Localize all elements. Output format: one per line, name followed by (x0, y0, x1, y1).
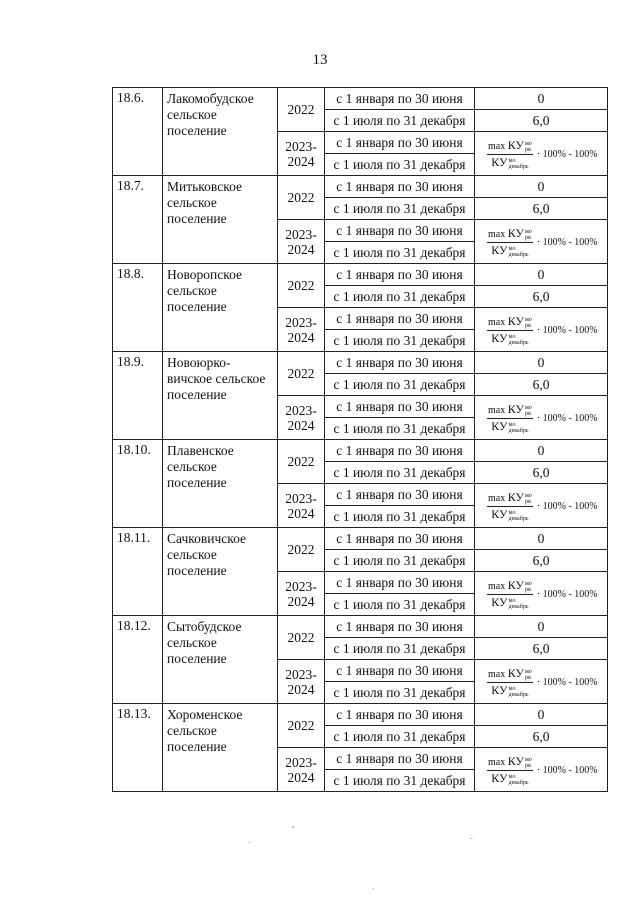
formula-cell (475, 220, 608, 264)
formula-tail: · 100% - 100% (536, 501, 598, 512)
period-cell: с 1 июля по 31 декабря (325, 154, 475, 176)
year-cell: 2022 (278, 616, 325, 660)
formula-sub: pя (524, 322, 531, 329)
formula-denominator (490, 155, 529, 170)
period-cell: с 1 июля по 31 декабря (325, 594, 475, 616)
period-cell: с 1 января по 30 июня (325, 704, 475, 726)
formula-ku: КУ (491, 419, 508, 433)
formula-indices (509, 598, 529, 610)
table-row (113, 616, 608, 638)
table-row (113, 176, 608, 198)
year-cell: 2023-2024 (278, 220, 325, 264)
formula-indices (509, 422, 529, 434)
formula-max: max (488, 229, 506, 240)
formula-ku: КУ (507, 666, 524, 680)
settlement-name: Сачковичское сельское поселение (163, 528, 278, 616)
year-cell: 2023-2024 (278, 132, 325, 176)
formula-sup: мо (524, 404, 532, 411)
formula-sup: мо (508, 685, 516, 692)
formula-indices (509, 334, 529, 346)
formula-sup: мо (524, 140, 532, 147)
value-cell: 0 (475, 528, 608, 550)
formula-sup: мо (524, 492, 532, 499)
formula-denominator (490, 683, 529, 698)
settlement-name: Митьковское сельское поселение (163, 176, 278, 264)
formula-cell (475, 484, 608, 528)
formula-cell (475, 572, 608, 616)
period-cell: с 1 января по 30 июня (325, 88, 475, 110)
formula-max: max (488, 757, 506, 768)
year-cell: 2023-2024 (278, 748, 325, 792)
formula-sub: декабрь (508, 163, 529, 170)
formula-indices (525, 405, 532, 417)
formula-sub: pя (524, 146, 531, 153)
period-cell: с 1 января по 30 июня (325, 528, 475, 550)
formula-tail: · 100% - 100% (536, 677, 598, 688)
table-row (113, 440, 608, 462)
year-cell: 2023-2024 (278, 572, 325, 616)
formula-sup: мо (508, 509, 516, 516)
formula-fraction (487, 227, 533, 258)
year-cell: 2023-2024 (278, 484, 325, 528)
year-cell: 2022 (278, 440, 325, 484)
formula-numerator (487, 491, 533, 507)
table-row (113, 704, 608, 726)
table-row (113, 352, 608, 374)
formula-indices (525, 317, 532, 329)
formula-max: max (488, 669, 506, 680)
formula-sup: мо (508, 333, 516, 340)
row-number: 18.10. (113, 440, 163, 528)
formula-sub: pя (524, 586, 531, 593)
period-cell: с 1 января по 30 июня (325, 352, 475, 374)
formula-denominator (490, 595, 529, 610)
formula-sub: декабрь (508, 603, 529, 610)
value-cell: 0 (475, 616, 608, 638)
formula-numerator (487, 755, 533, 771)
scan-speck (292, 826, 294, 828)
formula-indices (525, 141, 532, 153)
formula-cell (475, 396, 608, 440)
row-number: 18.9. (113, 352, 163, 440)
formula-denominator (490, 771, 529, 786)
formula-numerator (487, 315, 533, 331)
formula-ku: КУ (507, 314, 524, 328)
formula (487, 139, 598, 170)
formula-sub: pя (524, 762, 531, 769)
period-cell: с 1 января по 30 июня (325, 660, 475, 682)
formula-sub: декабрь (508, 339, 529, 346)
value-cell: 6,0 (475, 462, 608, 484)
formula-sup: мо (524, 316, 532, 323)
value-cell: 0 (475, 440, 608, 462)
formula-max: max (488, 141, 506, 152)
value-cell: 6,0 (475, 198, 608, 220)
period-cell: с 1 июля по 31 декабря (325, 462, 475, 484)
formula-sub: декабрь (508, 427, 529, 434)
year-cell: 2022 (278, 176, 325, 220)
formula-tail: · 100% - 100% (536, 589, 598, 600)
formula-sub: декабрь (508, 251, 529, 258)
formula-tail: · 100% - 100% (536, 149, 598, 160)
period-cell: с 1 июля по 31 декабря (325, 418, 475, 440)
value-cell: 6,0 (475, 550, 608, 572)
formula (487, 403, 598, 434)
formula-denominator (490, 507, 529, 522)
formula-denominator (490, 243, 529, 258)
formula-numerator (487, 579, 533, 595)
formula-max: max (488, 405, 506, 416)
formula-max: max (488, 317, 506, 328)
period-cell: с 1 июля по 31 декабря (325, 374, 475, 396)
formula-cell (475, 132, 608, 176)
formula-numerator (487, 227, 533, 243)
row-number: 18.7. (113, 176, 163, 264)
value-cell: 6,0 (475, 374, 608, 396)
formula-sub: pя (524, 234, 531, 241)
row-number: 18.12. (113, 616, 163, 704)
formula-ku: КУ (491, 155, 508, 169)
settlement-name: Новоюрко-вичское сельское поселение (163, 352, 278, 440)
tariff-table (112, 87, 608, 792)
formula-numerator (487, 403, 533, 419)
table-row (113, 264, 608, 286)
period-cell: с 1 июля по 31 декабря (325, 682, 475, 704)
value-cell: 0 (475, 88, 608, 110)
value-cell: 6,0 (475, 286, 608, 308)
formula-tail: · 100% - 100% (536, 765, 598, 776)
year-cell: 2022 (278, 704, 325, 748)
row-number: 18.8. (113, 264, 163, 352)
formula-cell (475, 660, 608, 704)
formula-sub: декабрь (508, 779, 529, 786)
formula-ku: КУ (507, 226, 524, 240)
period-cell: с 1 января по 30 июня (325, 264, 475, 286)
formula-denominator (490, 331, 529, 346)
formula-cell (475, 748, 608, 792)
row-number: 18.6. (113, 88, 163, 176)
formula-ku: КУ (507, 138, 524, 152)
formula-numerator (487, 139, 533, 155)
table-row (113, 88, 608, 110)
formula-sup: мо (508, 157, 516, 164)
scan-speck (248, 842, 250, 843)
year-cell: 2023-2024 (278, 308, 325, 352)
scan-speck (372, 888, 374, 889)
formula-ku: КУ (491, 683, 508, 697)
value-cell: 0 (475, 176, 608, 198)
period-cell: с 1 января по 30 июня (325, 572, 475, 594)
period-cell: с 1 июля по 31 декабря (325, 726, 475, 748)
formula-fraction (487, 667, 533, 698)
period-cell: с 1 января по 30 июня (325, 308, 475, 330)
formula-fraction (487, 315, 533, 346)
period-cell: с 1 января по 30 июня (325, 132, 475, 154)
formula-sup: мо (524, 228, 532, 235)
period-cell: с 1 июля по 31 декабря (325, 550, 475, 572)
formula-numerator (487, 667, 533, 683)
year-cell: 2022 (278, 352, 325, 396)
settlement-name: Плавенское сельское поселение (163, 440, 278, 528)
formula (487, 667, 598, 698)
year-cell: 2022 (278, 264, 325, 308)
formula-indices (509, 158, 529, 170)
period-cell: с 1 июля по 31 декабря (325, 286, 475, 308)
formula-tail: · 100% - 100% (536, 325, 598, 336)
formula-fraction (487, 139, 533, 170)
formula-indices (509, 510, 529, 522)
formula-sub: pя (524, 410, 531, 417)
formula-indices (509, 686, 529, 698)
period-cell: с 1 июля по 31 декабря (325, 110, 475, 132)
value-cell: 0 (475, 352, 608, 374)
formula-fraction (487, 403, 533, 434)
value-cell: 6,0 (475, 726, 608, 748)
period-cell: с 1 января по 30 июня (325, 748, 475, 770)
formula-indices (509, 246, 529, 258)
period-cell: с 1 июля по 31 декабря (325, 506, 475, 528)
formula (487, 579, 598, 610)
year-cell: 2022 (278, 88, 325, 132)
formula-indices (509, 774, 529, 786)
formula (487, 315, 598, 346)
formula-indices (525, 493, 532, 505)
tariff-table-body (113, 88, 608, 792)
settlement-name: Лакомобудское сельское поселение (163, 88, 278, 176)
formula-sub: декабрь (508, 691, 529, 698)
period-cell: с 1 января по 30 июня (325, 440, 475, 462)
formula-denominator (490, 419, 529, 434)
formula-ku: КУ (491, 331, 508, 345)
formula-fraction (487, 755, 533, 786)
period-cell: с 1 июля по 31 декабря (325, 330, 475, 352)
formula (487, 227, 598, 258)
period-cell: с 1 января по 30 июня (325, 616, 475, 638)
period-cell: с 1 июля по 31 декабря (325, 242, 475, 264)
formula-indices (525, 581, 532, 593)
formula-ku: КУ (507, 754, 524, 768)
formula-sup: мо (508, 773, 516, 780)
row-number: 18.13. (113, 704, 163, 792)
year-cell: 2023-2024 (278, 396, 325, 440)
formula-indices (525, 757, 532, 769)
value-cell: 0 (475, 264, 608, 286)
formula-sup: мо (508, 245, 516, 252)
formula-sup: мо (524, 580, 532, 587)
period-cell: с 1 июля по 31 декабря (325, 770, 475, 792)
formula-cell (475, 308, 608, 352)
formula (487, 491, 598, 522)
value-cell: 0 (475, 704, 608, 726)
formula-fraction (487, 491, 533, 522)
value-cell: 6,0 (475, 110, 608, 132)
table-row (113, 528, 608, 550)
formula-max: max (488, 493, 506, 504)
formula-ku: КУ (491, 507, 508, 521)
formula-ku: КУ (491, 771, 508, 785)
formula-sub: pя (524, 498, 531, 505)
formula-max: max (488, 581, 506, 592)
year-cell: 2022 (278, 528, 325, 572)
formula-ku: КУ (507, 490, 524, 504)
formula-sup: мо (508, 421, 516, 428)
row-number: 18.11. (113, 528, 163, 616)
period-cell: с 1 января по 30 июня (325, 220, 475, 242)
settlement-name: Новоропское сельское поселение (163, 264, 278, 352)
formula-fraction (487, 579, 533, 610)
formula-sub: pя (524, 674, 531, 681)
formula-sup: мо (508, 597, 516, 604)
period-cell: с 1 июля по 31 декабря (325, 638, 475, 660)
formula-ku: КУ (507, 402, 524, 416)
formula-indices (525, 229, 532, 241)
year-cell: 2023-2024 (278, 660, 325, 704)
formula-tail: · 100% - 100% (536, 237, 598, 248)
formula-sub: декабрь (508, 515, 529, 522)
formula-ku: КУ (507, 578, 524, 592)
page-number: 13 (312, 52, 328, 68)
period-cell: с 1 июля по 31 декабря (325, 198, 475, 220)
period-cell: с 1 января по 30 июня (325, 176, 475, 198)
formula-sup: мо (524, 668, 532, 675)
formula-ku: КУ (491, 243, 508, 257)
formula-indices (525, 669, 532, 681)
period-cell: с 1 января по 30 июня (325, 396, 475, 418)
formula-tail: · 100% - 100% (536, 413, 598, 424)
formula (487, 755, 598, 786)
value-cell: 6,0 (475, 638, 608, 660)
formula-sup: мо (524, 756, 532, 763)
period-cell: с 1 января по 30 июня (325, 484, 475, 506)
settlement-name: Сытобудское сельское поселение (163, 616, 278, 704)
formula-ku: КУ (491, 595, 508, 609)
scan-speck (470, 838, 473, 839)
settlement-name: Хороменское сельское поселение (163, 704, 278, 792)
